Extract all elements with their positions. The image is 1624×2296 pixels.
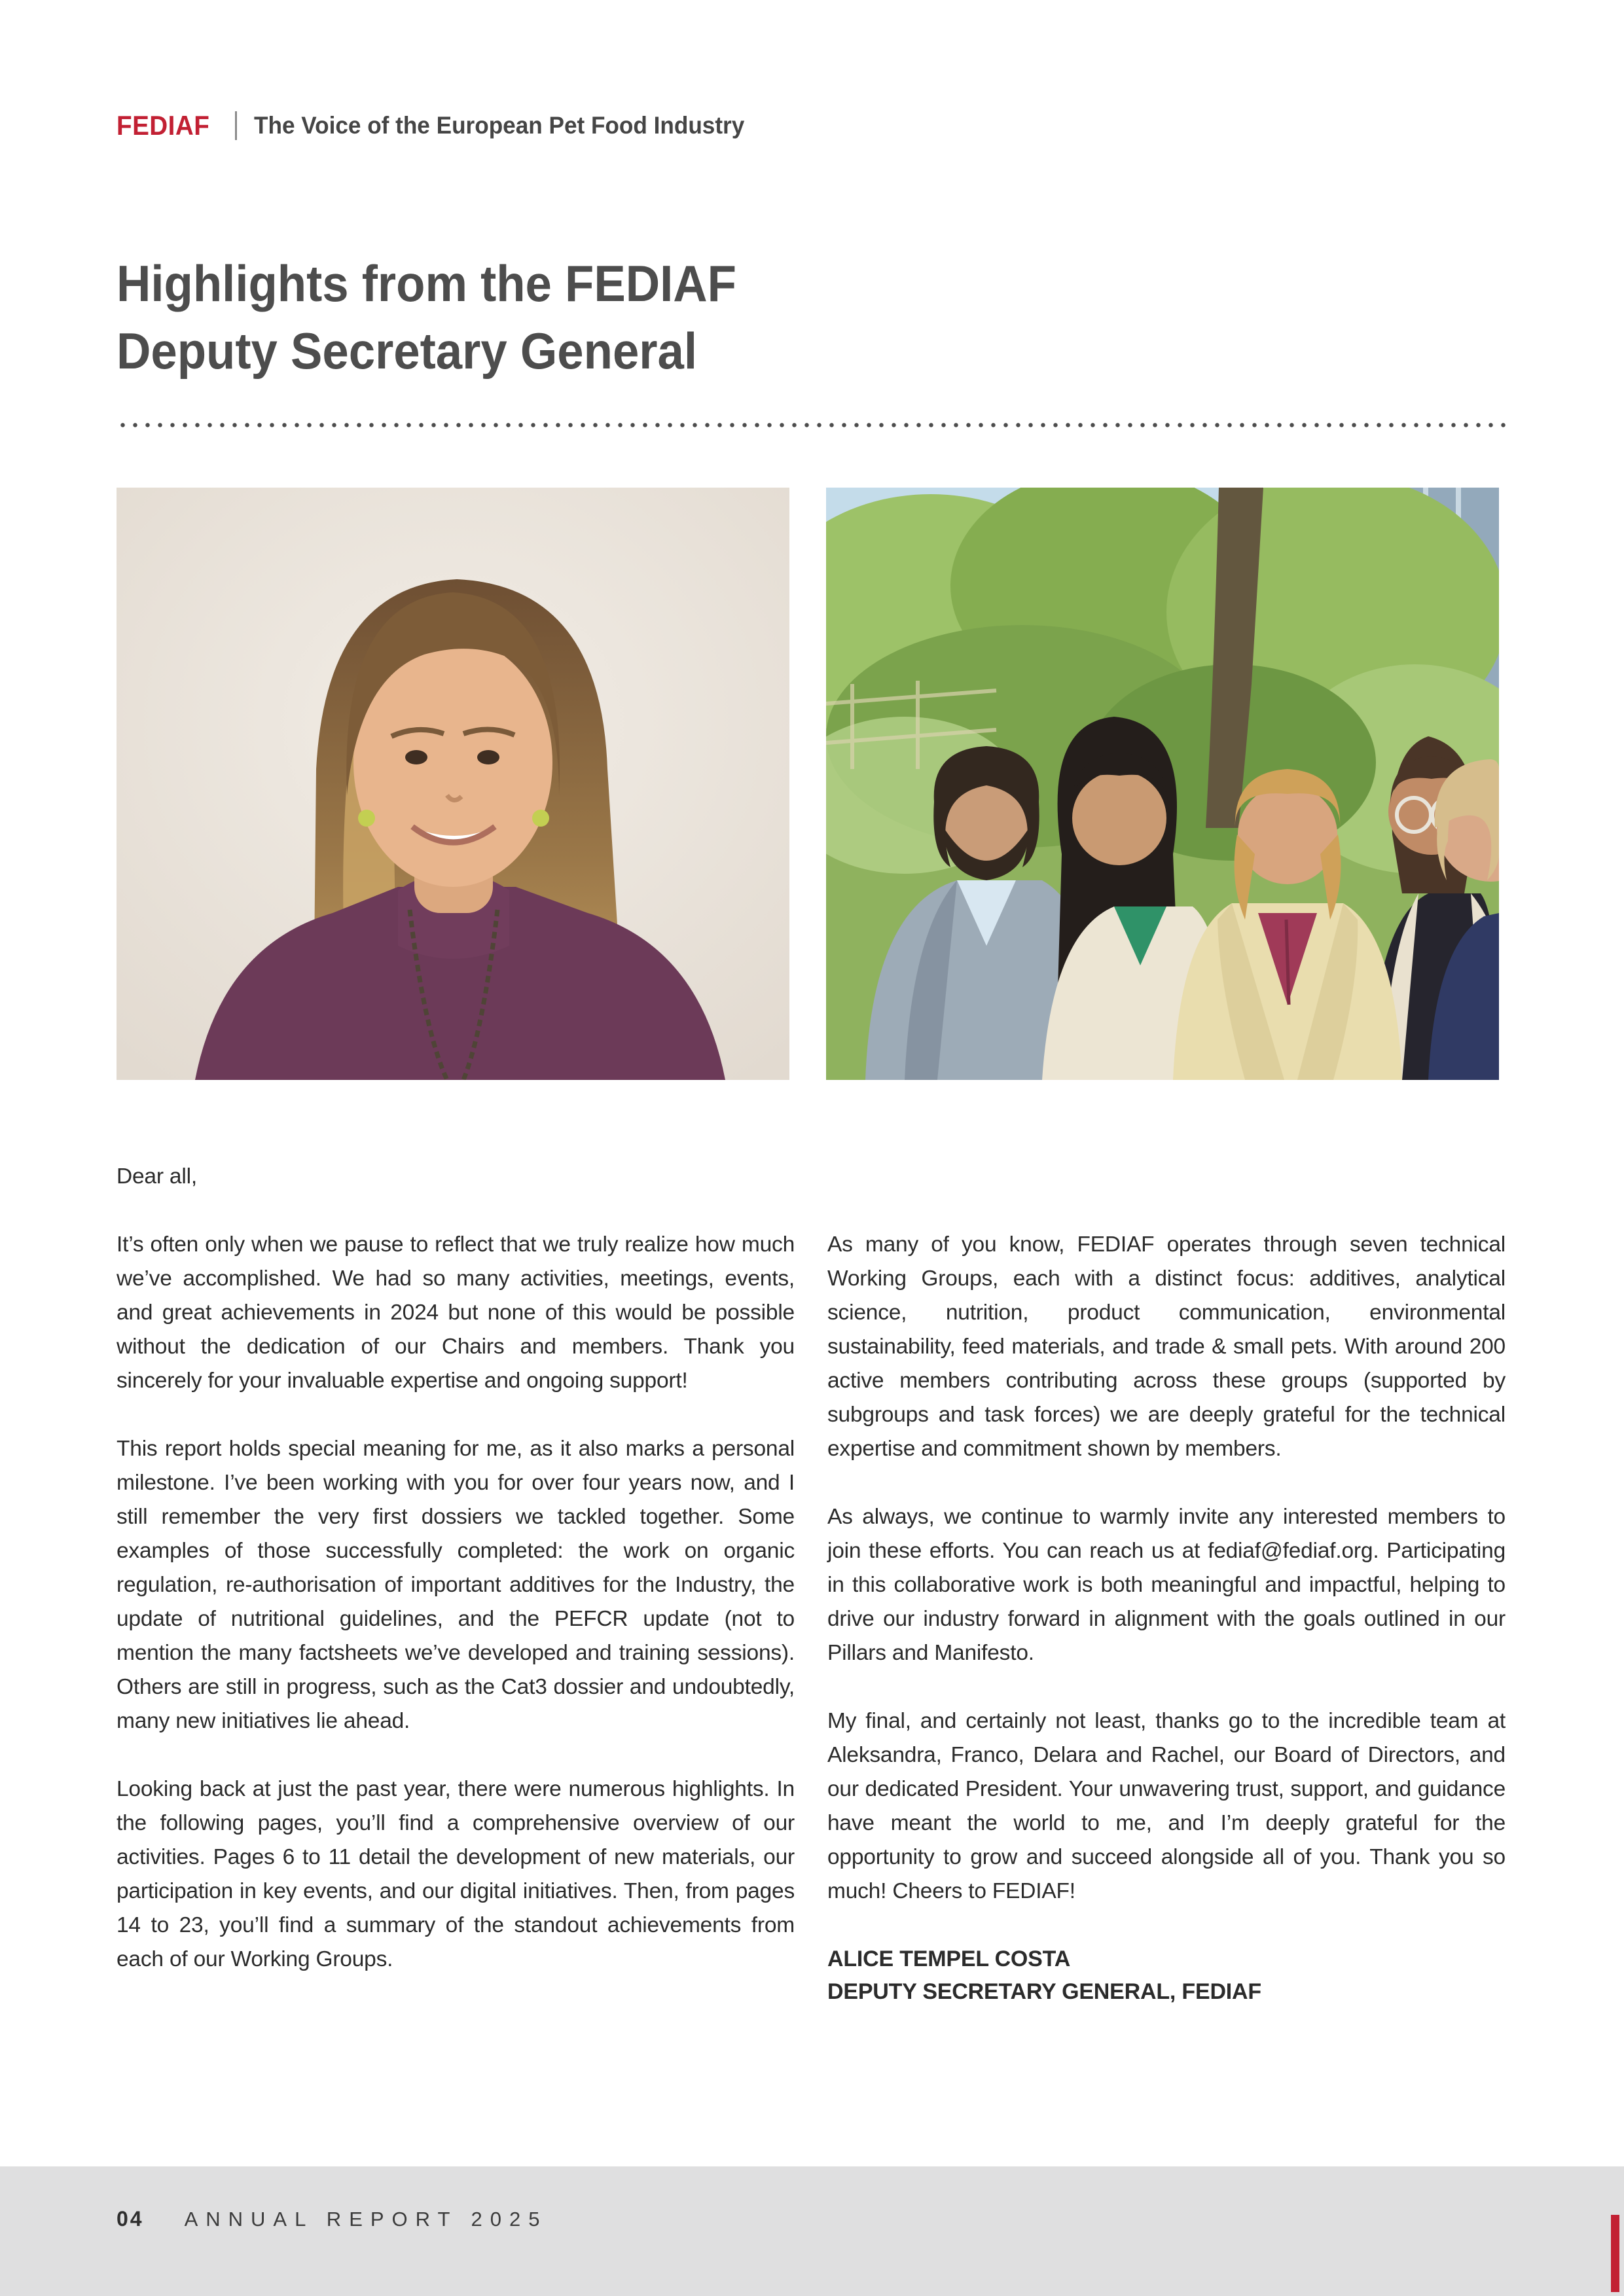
signature-block — [827, 1943, 1506, 2008]
photo-row — [117, 488, 1506, 1080]
page-title-line1: Highlights from the FEDIAF — [117, 255, 736, 312]
paragraph-right-3: My final, and certainly not least, thanks go to the incredible team at Aleksandra, Franco, Delara and Rachel, our Board of Directors, and our dedicated President. Your unwavering trust, support, and guidance have meant the world to me, and I’m deeply grateful for the opportunity to grow and succeed alongside all of you. Thank you so much! Cheers to FEDIAF! — [827, 1709, 1506, 1903]
paragraph-left-1: It’s often only when we pause to reflect that we truly realize how much we’ve accomplished. We had so many activities, meetings, events, and great achievements in 2024 but none of this would be possible without the dedication of our Chairs and members. Thank you sincerely for your invaluable expertise and ongoing support! — [117, 1232, 795, 1393]
letter-right-column — [827, 1160, 1506, 2008]
salutation: Dear all, — [117, 1164, 197, 1189]
red-accent-bar — [1611, 2215, 1619, 2292]
dotted-divider — [117, 423, 1506, 427]
paragraph-right-1: As many of you know, FEDIAF operates through seven technical Working Groups, each with a distinct focus: additives, analytical science, nutrition, product communication, environmental sustainability, feed materials, and trade & small pets. With around 200 active members contributing across these groups (supported by subgroups and task forces) we are deeply grateful for the technical expertise and commitment shown by members. — [827, 1232, 1506, 1461]
signature-name: ALICE TEMPEL COSTA — [827, 1946, 1071, 1971]
paragraph-left-3: Looking back at just the past year, there were numerous highlights. In the following pages, you’ll find a comprehensive overview of our activities. Pages 6 to 11 detail the development of new materials, our participation in key events, and our digital initiatives. Then, from pages 14 to 23, you’ll find a summary of the standout achievements from each of our Working Groups. — [117, 1777, 795, 1971]
page-number: 04 — [117, 2207, 144, 2231]
fediaf-logo: FEDIAF — [117, 110, 210, 141]
paragraph-right-2: As always, we continue to warmly invite any interested members to join these efforts. You can reach us at fediaf@fediaf.org. Participating in this collaborative work is both meaningful and impactful, helping to drive our industry forward in alignment with the goals outlined in our Pillars and Manifesto. — [827, 1505, 1506, 1665]
team-photo — [826, 488, 1499, 1080]
portrait-illustration — [117, 488, 789, 1080]
paragraph-left-2: This report holds special meaning for me, as it also marks a personal milestone. I’ve been working with you for over four years now, and I still remember the very first dossiers we tackled together. Some examples of those successfully completed: the work on organic regulation, re-authorisation of important additives for the Industry, the update of nutritional guidelines, and the PEFCR update (not to mention the many factsheets we’ve developed and training sessions). Others are still in progress, such as the Cat3 dossier and undoubtedly, many new initiatives lie ahead. — [117, 1437, 795, 1733]
page-title-line2: Deputy Secretary General — [117, 322, 698, 380]
signature-role: DEPUTY SECRETARY GENERAL, FEDIAF — [827, 1979, 1261, 2004]
footer — [0, 2166, 1624, 2296]
team-illustration — [826, 488, 1499, 1080]
portrait-photo — [117, 488, 789, 1080]
header-divider — [235, 111, 237, 140]
header-tagline: The Voice of the European Pet Food Industry — [253, 112, 744, 139]
report-label: ANNUAL REPORT 2025 — [184, 2207, 548, 2231]
page-title — [117, 250, 1408, 385]
page-header — [117, 0, 1506, 141]
letter-left-column — [117, 1160, 795, 2008]
letter-body — [117, 1160, 1506, 2008]
